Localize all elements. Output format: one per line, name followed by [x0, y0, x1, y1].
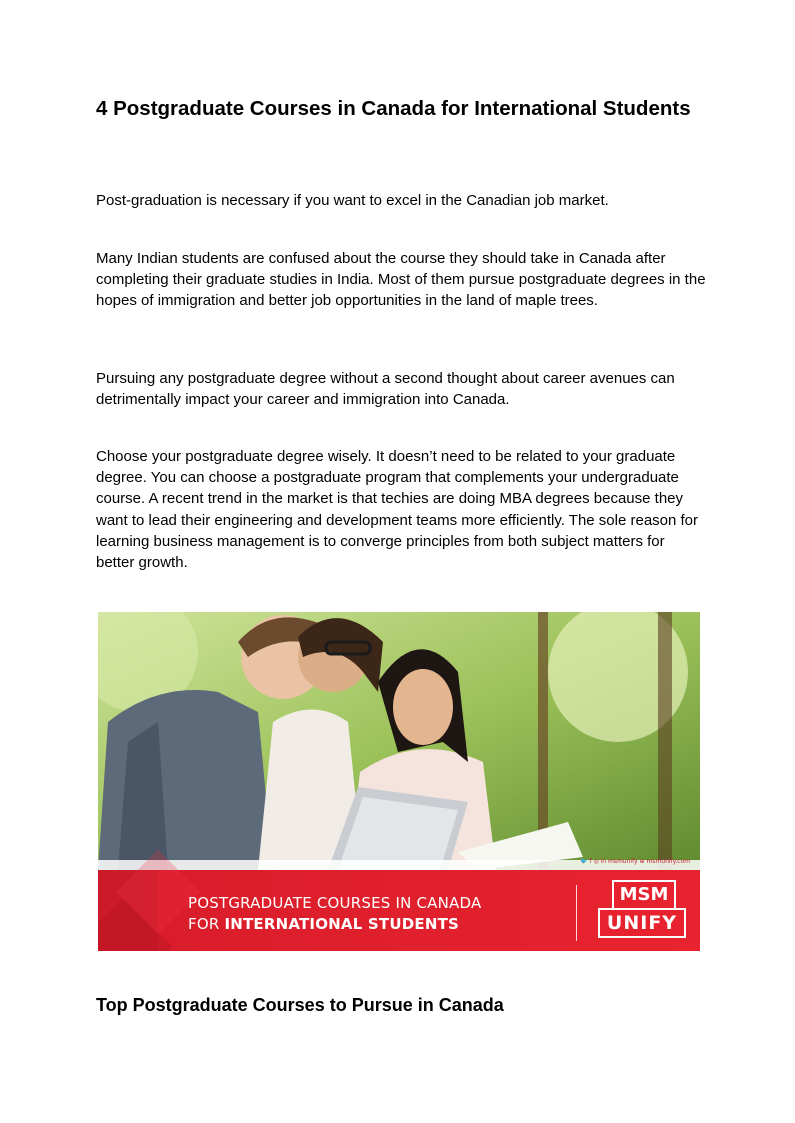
- paragraph-intro: Post-graduation is necessary if you want to excel in the Canadian job market.: [96, 192, 609, 209]
- logo-top-text: MSM: [612, 880, 676, 908]
- banner-divider: [576, 885, 577, 941]
- banner-caption-bold: INTERNATIONAL STUDENTS: [224, 915, 460, 933]
- banner-caption-line1: POSTGRADUATE COURSES IN CANADA: [188, 894, 482, 912]
- msm-unify-logo: [598, 878, 686, 938]
- banner-caption-line2: [188, 914, 481, 935]
- paragraph-indian-students: Many Indian students are confused about the course they should take in Canada after completing their graduate studies in India. Most of them pursue postgraduate degrees in the hopes of immigration and better job opportunities in the land of maple trees.: [96, 250, 706, 310]
- logo-bottom-text: UNIFY: [598, 908, 686, 938]
- banner-caption-prefix: FOR: [188, 915, 225, 933]
- paragraph-career-impact: Pursuing any postgraduate degree without a second thought about career avenues can detrimentally impact your career and immigration into Canada.: [96, 370, 675, 409]
- students-banner-image: [98, 612, 700, 951]
- banner-caption: [188, 893, 481, 935]
- article-title: 4 Postgraduate Courses in Canada for International Students: [96, 97, 691, 120]
- social-handles: 🐦 f ◎ in msmunify ⊕ msmunify.com: [580, 858, 690, 865]
- section-heading: Top Postgraduate Courses to Pursue in Canada: [96, 995, 504, 1015]
- paragraph-choose-wisely: Choose your postgraduate degree wisely. It doesn’t need to be related to your graduate degree. You can choose a postgraduate program that complements your undergraduate course. A recent trend in the market is that techies are doing MBA degrees because they want to lead their engineering and development teams more efficiently. The sole reason for learning business management is to converge principles from both subject matters for better growth.: [96, 448, 699, 572]
